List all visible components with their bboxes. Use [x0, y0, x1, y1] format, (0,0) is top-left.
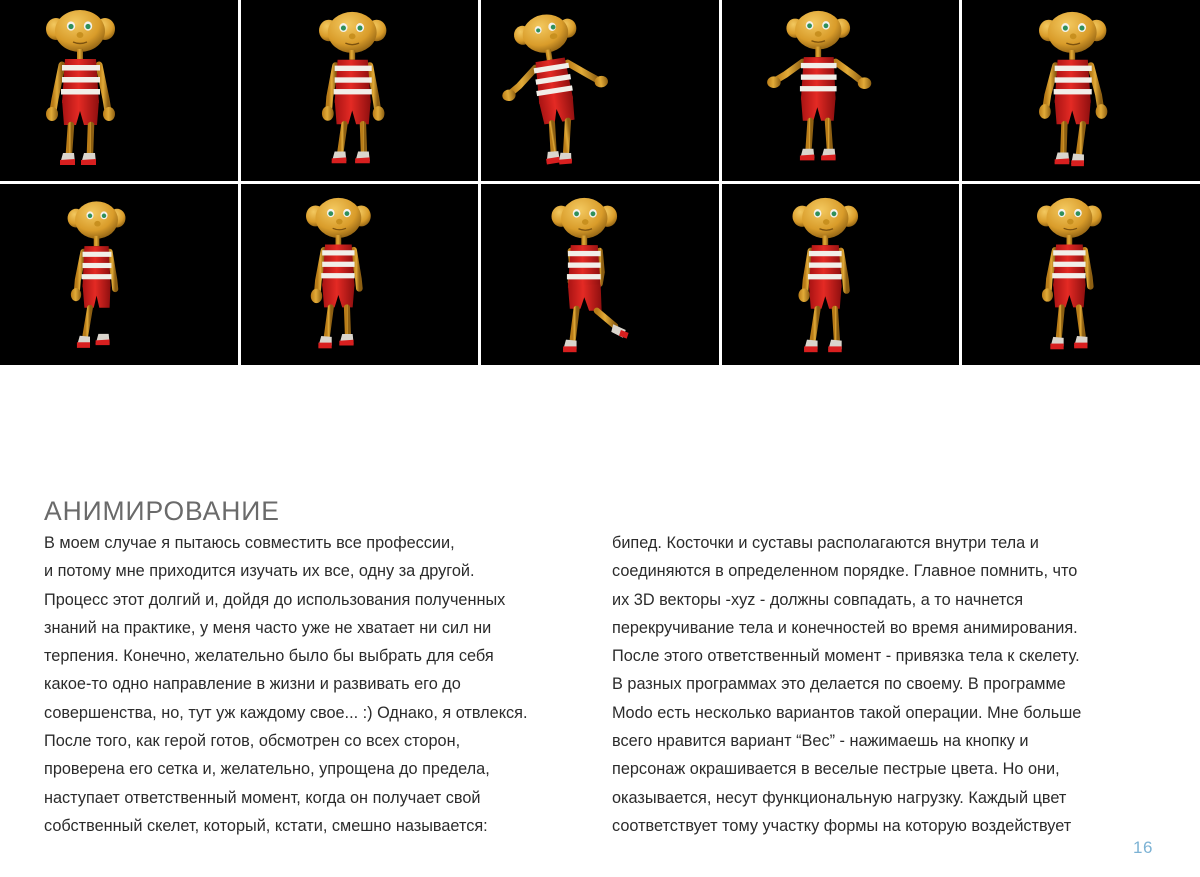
text-line: После этого ответственный момент - привязка тела к скелету. — [612, 647, 1080, 666]
text-line: совершенства, но, тут уж каждому свое... :) Однако, я отвлекся. — [44, 703, 528, 722]
body-text-left-column — [44, 529, 604, 840]
character-pose-walking-stride — [774, 195, 892, 357]
article-section — [0, 365, 1200, 877]
character-figure — [962, 184, 1200, 365]
text-line: какое-то одно направление в жизни и развивать его до — [44, 675, 461, 694]
text-line: их 3D векторы -xyz - должны совпадать, а то начнется — [612, 590, 1024, 609]
character-figure — [722, 184, 960, 365]
character-pose-arms-out-stride — [765, 7, 885, 169]
animation-frame — [481, 184, 719, 365]
character-pose-turning-side — [48, 197, 160, 355]
animation-frame — [722, 184, 960, 365]
text-line: терпения. Конечно, желательно было бы выбрать для себя — [44, 647, 494, 666]
text-line: Процесс этот долгий и, дойдя до использования полученных — [44, 590, 506, 609]
paragraph-right — [612, 529, 1182, 840]
character-figure — [481, 0, 719, 181]
animation-frame — [0, 184, 238, 365]
body-text-right-column — [612, 529, 1182, 840]
animation-frame — [241, 184, 479, 365]
text-line: соответствует тому участку формы на которую воздействует — [612, 816, 1072, 835]
animation-frame — [241, 0, 479, 181]
text-line: знаний на практике, у меня часто уже не хватает ни сил ни — [44, 618, 492, 637]
character-figure — [0, 184, 238, 365]
text-line: и потому мне приходится изучать их все, одну за другой. — [44, 562, 475, 581]
page-number: 16 — [1133, 838, 1153, 857]
text-line: собственный скелет, который, кстати, смешно называется: — [44, 816, 488, 835]
animation-frame — [722, 0, 960, 181]
text-line: перекручивание тела и конечностей во время анимирования. — [612, 618, 1078, 637]
character-figure — [241, 184, 479, 365]
text-line: всего нравится вариант “Вес” - нажимаешь на кнопку и — [612, 732, 1029, 751]
character-pose-standing-idle-front — [29, 7, 149, 175]
animation-frame — [0, 0, 238, 181]
text-line: Modo есть несколько вариантов такой операции. Мне больше — [612, 703, 1082, 722]
text-line: оказывается, несут функциональную нагрузку. Каждый цвет — [612, 788, 1067, 807]
character-pose-standing-arms-down — [302, 9, 420, 173]
character-pose-three-quarter-stance — [288, 195, 404, 355]
character-figure — [481, 184, 719, 365]
character-pose-standing-relaxed — [1022, 9, 1140, 173]
character-figure — [0, 0, 238, 181]
text-line: проверена его сетка и, желательно, упрощена до предела, — [44, 760, 490, 779]
text-line: персонаж окрашивается в веселые пестрые цвета. Но они, — [612, 760, 1060, 779]
animation-frame-grid — [0, 0, 1200, 365]
text-line: В разных программах это делается по своему. В программе — [612, 675, 1066, 694]
character-figure — [241, 0, 479, 181]
text-line: соединяются в определенном порядке. Главное помнить, что — [612, 562, 1078, 581]
animation-frame — [481, 0, 719, 181]
page-title: АНИМИРОВАНИЕ — [44, 495, 280, 526]
animation-frame — [962, 0, 1200, 181]
text-line: бипед. Косточки и суставы располагаются внутри тела и — [612, 534, 1039, 552]
paragraph-left — [44, 529, 604, 840]
text-line: В моем случае я пытаюсь совместить все профессии, — [44, 534, 455, 552]
animation-frame — [962, 184, 1200, 365]
character-pose-standing-weight-shift — [1019, 195, 1135, 355]
character-pose-walking-leg-forward — [533, 195, 651, 357]
character-pose-arms-out-leaning — [500, 9, 622, 169]
text-line: После того, как герой готов, обсмотрен со всех сторон, — [44, 732, 461, 751]
character-figure — [722, 0, 960, 181]
character-figure — [962, 0, 1200, 181]
text-line: наступает ответственный момент, когда он получает свой — [44, 788, 481, 807]
